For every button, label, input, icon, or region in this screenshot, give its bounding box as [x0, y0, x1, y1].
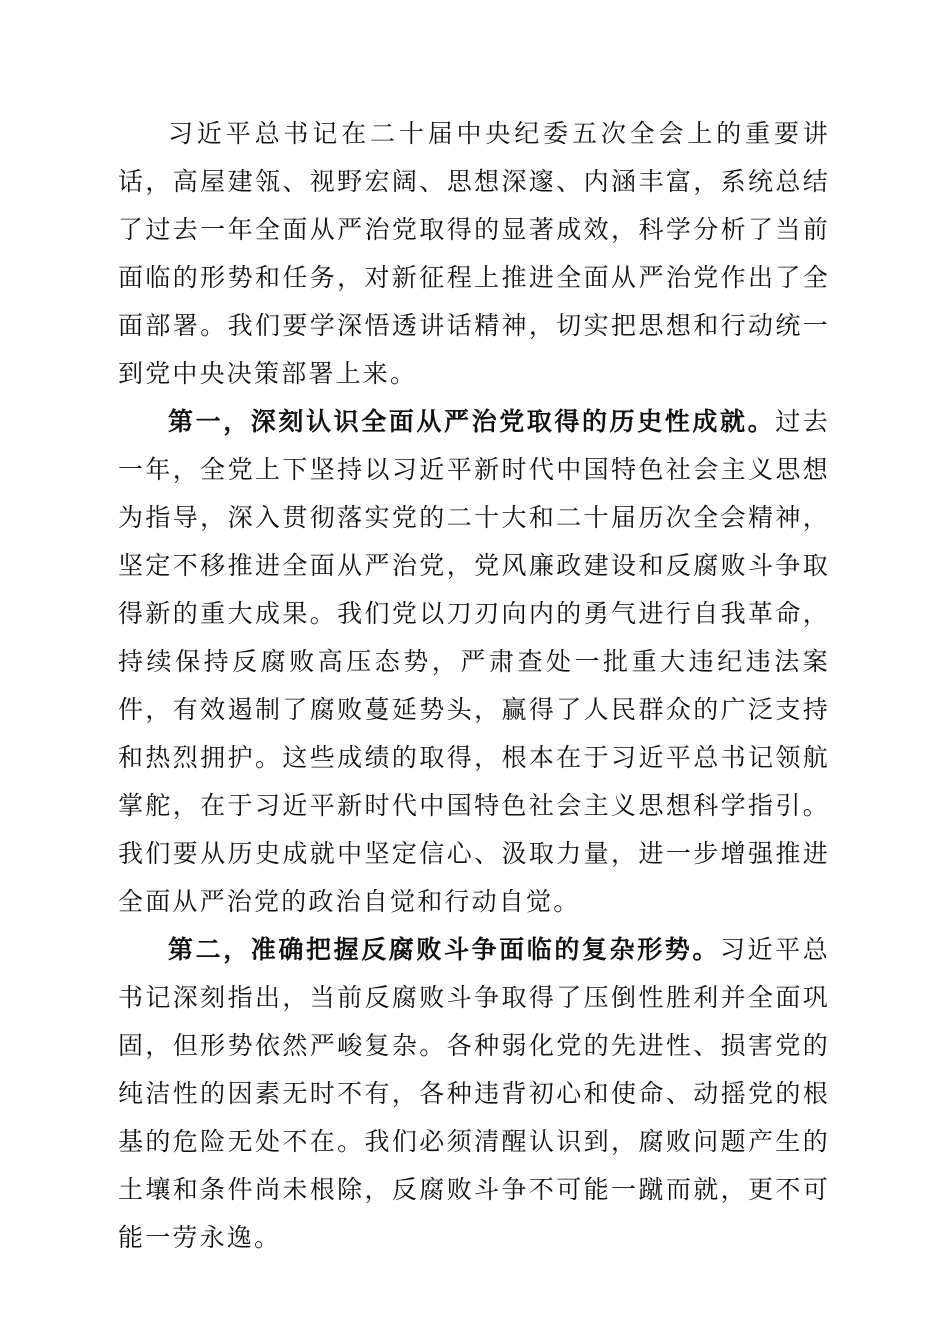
- paragraph-first-point: [118, 398, 830, 926]
- document-body: [118, 110, 830, 1262]
- paragraph-first-point-text: 过去一年，全党上下坚持以习近平新时代中国特色社会主义思想为指导，深入贯彻落实党的二十大和二十届历次全会精神，坚定不移推进全面从严治党，党风廉政建设和反腐败斗争取得新的重大成果。我们党以刀刃向内的勇气进行自我革命，持续保持反腐败高压态势，严肃查处一批重大违纪违法案件，有效遏制了腐败蔓延势头，赢得了人民群众的广泛支持和热烈拥护。这些成绩的取得，根本在于习近平总书记领航掌舵，在于习近平新时代中国特色社会主义思想科学指引。我们要从历史成就中坚定信心、汲取力量，进一步增强推进全面从严治党的政治自觉和行动自觉。: [118, 407, 831, 916]
- paragraph-second-point-heading: 第二，准确把握反腐败斗争面临的复杂形势。: [168, 935, 720, 964]
- paragraph-intro: [118, 110, 830, 398]
- paragraph-second-point: [118, 926, 830, 1262]
- paragraph-first-point-heading: 第一，深刻认识全面从严治党取得的历史性成就。: [168, 407, 776, 436]
- paragraph-second-point-text: 习近平总书记深刻指出，当前反腐败斗争取得了压倒性胜利并全面巩固，但形势依然严峻复杂。各种弱化党的先进性、损害党的纯洁性的因素无时不有，各种违背初心和使命、动摇党的根基的危险无处不在。我们必须清醒认识到，腐败问题产生的土壤和条件尚未根除，反腐败斗争不可能一蹴而就，更不可能一劳永逸。: [118, 935, 830, 1252]
- paragraph-intro-text: 习近平总书记在二十届中央纪委五次全会上的重要讲话，高屋建瓴、视野宏阔、思想深邃、内涵丰富，系统总结了过去一年全面从严治党取得的显著成效，科学分析了当前面临的形势和任务，对新征程上推进全面从严治党作出了全面部署。我们要学深悟透讲话精神，切实把思想和行动统一到党中央决策部署上来。: [118, 119, 830, 388]
